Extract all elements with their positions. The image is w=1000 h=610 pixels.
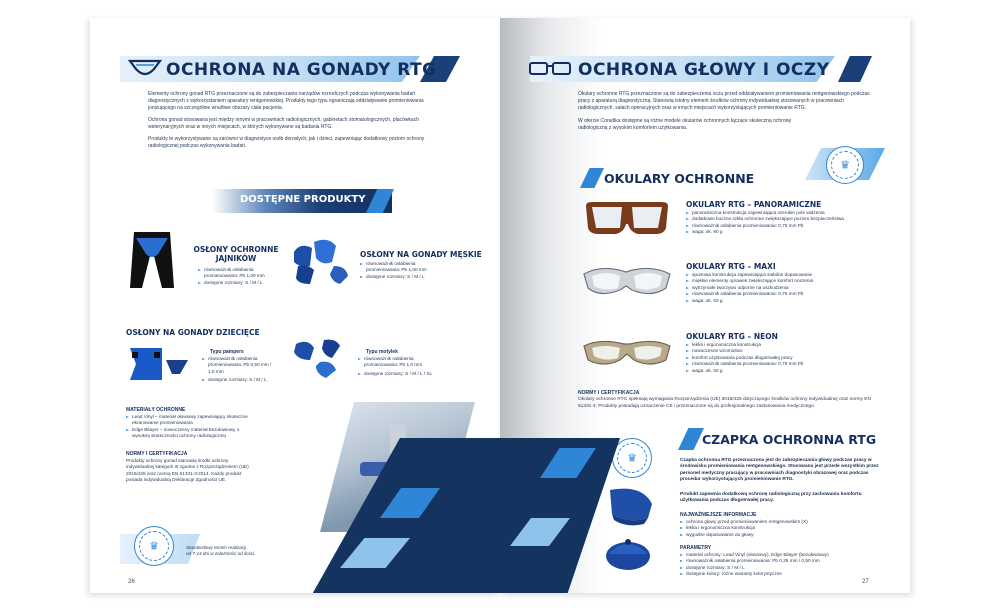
product-ovary-title-line2: JAJNIKÓW	[215, 254, 257, 263]
list-item: waga: ok. 60 g	[686, 368, 876, 374]
delivery-note	[186, 545, 255, 557]
list-item: równoważnik osłabienia promieniowania: Pb 0,25 mm / 0,50 mm	[680, 558, 890, 564]
cap-params-list	[680, 552, 890, 578]
panoramic-glasses-image	[582, 198, 672, 238]
list-item: lekka i ergonomiczna konstrukcja	[686, 342, 876, 348]
list-item: dostępne kolory: różne warianty kolorystyczne	[680, 571, 890, 577]
list-item: Edge Bilayer – nowoczesny materiał bezołowiowy o wysokiej skuteczności ochrony radiologicznej	[126, 427, 256, 440]
product-male-title: OSŁONY NA GONADY MĘSKIE	[360, 250, 482, 259]
glasses-panoramic-bullets	[686, 210, 876, 236]
left-page	[90, 18, 500, 593]
intro-paragraph-2: W ofercie Coradika dostępne są różne modele okularów ochronnych łączące skuteczną ochronę radiologiczną z wysokim komfortem użytkowania.	[578, 118, 792, 131]
kids-pampers-type: Typu pampers	[210, 349, 244, 355]
title-accent	[838, 56, 872, 82]
product-male-bullets	[360, 261, 450, 280]
kids-pampers-bullets	[202, 356, 276, 384]
cap-image	[592, 484, 666, 574]
norms-text: Produkty ochrony gonad stanowią środki ochrony indywidualnej kategorii III zgodne z Rozporządzeniem (UE) 2016/425 oraz normą EN 61331-3:2014. Każdy produkt posiada indywidualną Deklarację Zgodności UE.	[126, 458, 249, 483]
glasses-norms-heading: NORMY I CERTYFIKACJA	[578, 390, 640, 396]
list-item: równoważnik osłabienia promieniowania: Pb 1,00 mm	[198, 267, 288, 280]
list-item: miękkie elementy oprawek zwiększające komfort noszenia	[686, 278, 876, 284]
norms-heading: NORMY I CERTYFIKACJA	[126, 451, 188, 457]
page-title: OCHRONA NA GONADY RTG	[166, 60, 437, 80]
certified-badge-icon: ♛	[134, 526, 174, 566]
delivery-note-line1: Standardowy termin realizacji	[186, 545, 246, 550]
glasses-maxi-name: OKULARY RTG – MAXI	[686, 262, 776, 271]
male-gonad-shield-image	[290, 236, 352, 288]
maxi-glasses-image	[582, 264, 672, 300]
glasses-maxi-bullets	[686, 272, 876, 304]
list-item: materiał ochrony: Lead Vinyl (ołowiowy), Edge Bilayer (bezołowiowy)	[680, 552, 890, 558]
intro-paragraph-2: Ochrona gonad stosowana jest między innymi w pracowniach radiologicznych, gabinetach stomatologicznych, placówkach weterynaryjnych oraz w innych miejscach, w których wykonywane są badania RTG.	[148, 117, 419, 130]
section-accent	[580, 168, 604, 188]
glasses-neon-bullets	[686, 342, 876, 374]
cap-info-heading: NAJWAŻNIEJSZE INFORMACJE	[680, 512, 757, 518]
butterfly-shield-image	[290, 336, 350, 380]
cap-intro-1: Czapka ochronna RTG przeznaczona jest do zabezpieczania głowy podczas pracy w środowisku promieniowania rentgenowskiego. Stosowana jest przede wszystkim przez personel medyczny pracujący w pracowniach diagnostyki obrazowej oraz podczas procedur wykorzystujących promieniowanie RTG.	[680, 458, 879, 483]
list-item: dostępne rozmiary: S / M / L	[202, 377, 276, 383]
kids-butterfly-type: Typu motylek	[366, 349, 398, 355]
list-item: waga: ok. 90 g	[686, 229, 876, 235]
list-item: ochrona głowy przed promieniowaniem rentgenowskim (X)	[680, 519, 880, 525]
certified-badge-icon: ♛	[612, 438, 652, 478]
list-item: dostępne rozmiary: S / M / L / XL	[358, 371, 448, 377]
list-item: równoważnik osłabienia promieniowania: Pb 1,0 mm	[358, 356, 448, 369]
glasses-norms-text: Okulary ochronne RTG spełniają wymagania Rozporządzenia (UE) 2016/425 dotyczącego środków ochrony indywidualnej oraz normy EN 61331-3. Produkty posiadają oznaczenie CE i przeznaczone są do profesjonalnego zastosowania medycznego.	[578, 397, 871, 409]
page-number: 27	[862, 579, 869, 585]
list-item: równoważnik osłabienia promieniowania: Pb 1,00 mm	[360, 261, 450, 274]
list-item: dostępne rozmiary: S / M / L	[360, 274, 450, 280]
cap-section-title: CZAPKA OCHRONNA RTG	[702, 432, 877, 447]
cap-info-list	[680, 519, 880, 538]
list-item: równoważnik osłabienia promieniowania: 0,75 mm Pb	[686, 291, 876, 297]
glasses-section-title: OKULARY OCHRONNE	[604, 171, 755, 186]
page-number: 26	[128, 579, 135, 585]
list-item: nowoczesne wzornictwo	[686, 348, 876, 354]
product-ovary-title	[190, 245, 282, 263]
product-ovary-bullets	[198, 267, 288, 286]
glasses-icon	[528, 60, 572, 78]
right-page	[500, 18, 910, 593]
page-title: OCHRONA GŁOWY I OCZY	[578, 60, 830, 80]
products-header: DOSTĘPNE PRODUKTY	[240, 194, 366, 205]
ovary-shield-image	[128, 230, 176, 290]
list-item: równoważnik osłabienia promieniowania: 0,75 mm Pb	[686, 223, 876, 229]
list-item: dostępne rozmiary: S / M / L	[680, 565, 890, 571]
intro-paragraph-1: Okulary ochronne RTG przeznaczone są do zabezpieczenia oczu przed oddziaływaniem promieniowania rentgenowskiego podczas pracy z aparaturą diagnostyczną. Stanowią istotny element środków ochrony indywidualnej stosowanych w pracowniach radiologicznych, salach operacyjnych oraz w innych miejscach wykorzystujących promieniowanie RTG.	[578, 91, 870, 111]
list-item: dodatkowe boczne szkła ochronne zwiększające poziom bezpieczeństwa	[686, 216, 876, 222]
pampers-shield-image	[128, 344, 190, 384]
cap-intro-2: Produkt zapewnia dodatkową ochronę radiologiczną przy zachowaniu komfortu użytkowania podczas długotrwałej pracy.	[680, 492, 862, 504]
product-ovary-title-line1: OSŁONY OCHRONNE	[193, 245, 279, 254]
list-item: dostępne rozmiary: S / M / L	[198, 280, 288, 286]
list-item: komfort użytkowania podczas długotrwałej pracy	[686, 355, 876, 361]
delivery-note-line2: od 7-14 dni w zależności od ilości.	[186, 551, 256, 556]
list-item: sportowa konstrukcja zapewniająca stabilne dopasowanie	[686, 272, 876, 278]
neon-glasses-image	[582, 336, 672, 370]
materials-list	[126, 414, 256, 440]
intro-paragraph-1: Elementy ochrony gonad RTG przeznaczone są do zabezpieczania narządów rozrodczych podczas wykonywania badań diagnostycznych z wykorzystaniem aparatury rentgenowskiej. Produkty tego typu ograniczają oddziaływanie promieniowania jonizującego na szczególnie wrażliwe obszary ciała pacjenta.	[148, 91, 424, 111]
kids-title: OSŁONY NA GONADY DZIECIĘCE	[126, 328, 260, 337]
list-item: Lead Vinyl – materiał ołowiowy zapewniający skuteczne ekranowanie promieniowania	[126, 414, 256, 427]
gonad-shield-icon	[128, 55, 162, 81]
kids-butterfly-bullets	[358, 356, 448, 377]
list-item: waga: ok. 63 g	[686, 298, 876, 304]
list-item: lekka i ergonomiczna konstrukcja	[680, 525, 880, 531]
list-item: wytrzymałe tworzywo odporne na uszkodzenia	[686, 285, 876, 291]
section-accent	[678, 428, 704, 450]
cap-params-heading: PARAMETRY	[680, 545, 712, 551]
glasses-neon-name: OKULARY RTG – NEON	[686, 332, 778, 341]
list-item: równoważnik osłabienia promieniowania: Pb 0,50 mm / 1,0 mm	[202, 356, 276, 375]
certified-badge-icon: ♛	[826, 146, 864, 184]
list-item: równoważnik osłabienia promieniowania: 0,75 mm Pb	[686, 361, 876, 367]
glasses-panoramic-name: OKULARY RTG – PANORAMICZNE	[686, 200, 822, 209]
list-item: wygodne dopasowanie do głowy	[680, 532, 880, 538]
intro-paragraph-3: Produkty te wykorzystywane są zarówno w diagnostyce osób dorosłych, jak i dzieci, zapewniając dodatkowy poziom ochrony radiologicznej podczas wykonywania badań.	[148, 136, 425, 149]
materials-heading: MATERIAŁY OCHRONNE	[126, 407, 186, 413]
list-item: panoramiczna konstrukcja zapewniająca szerokie pole widzenia	[686, 210, 876, 216]
